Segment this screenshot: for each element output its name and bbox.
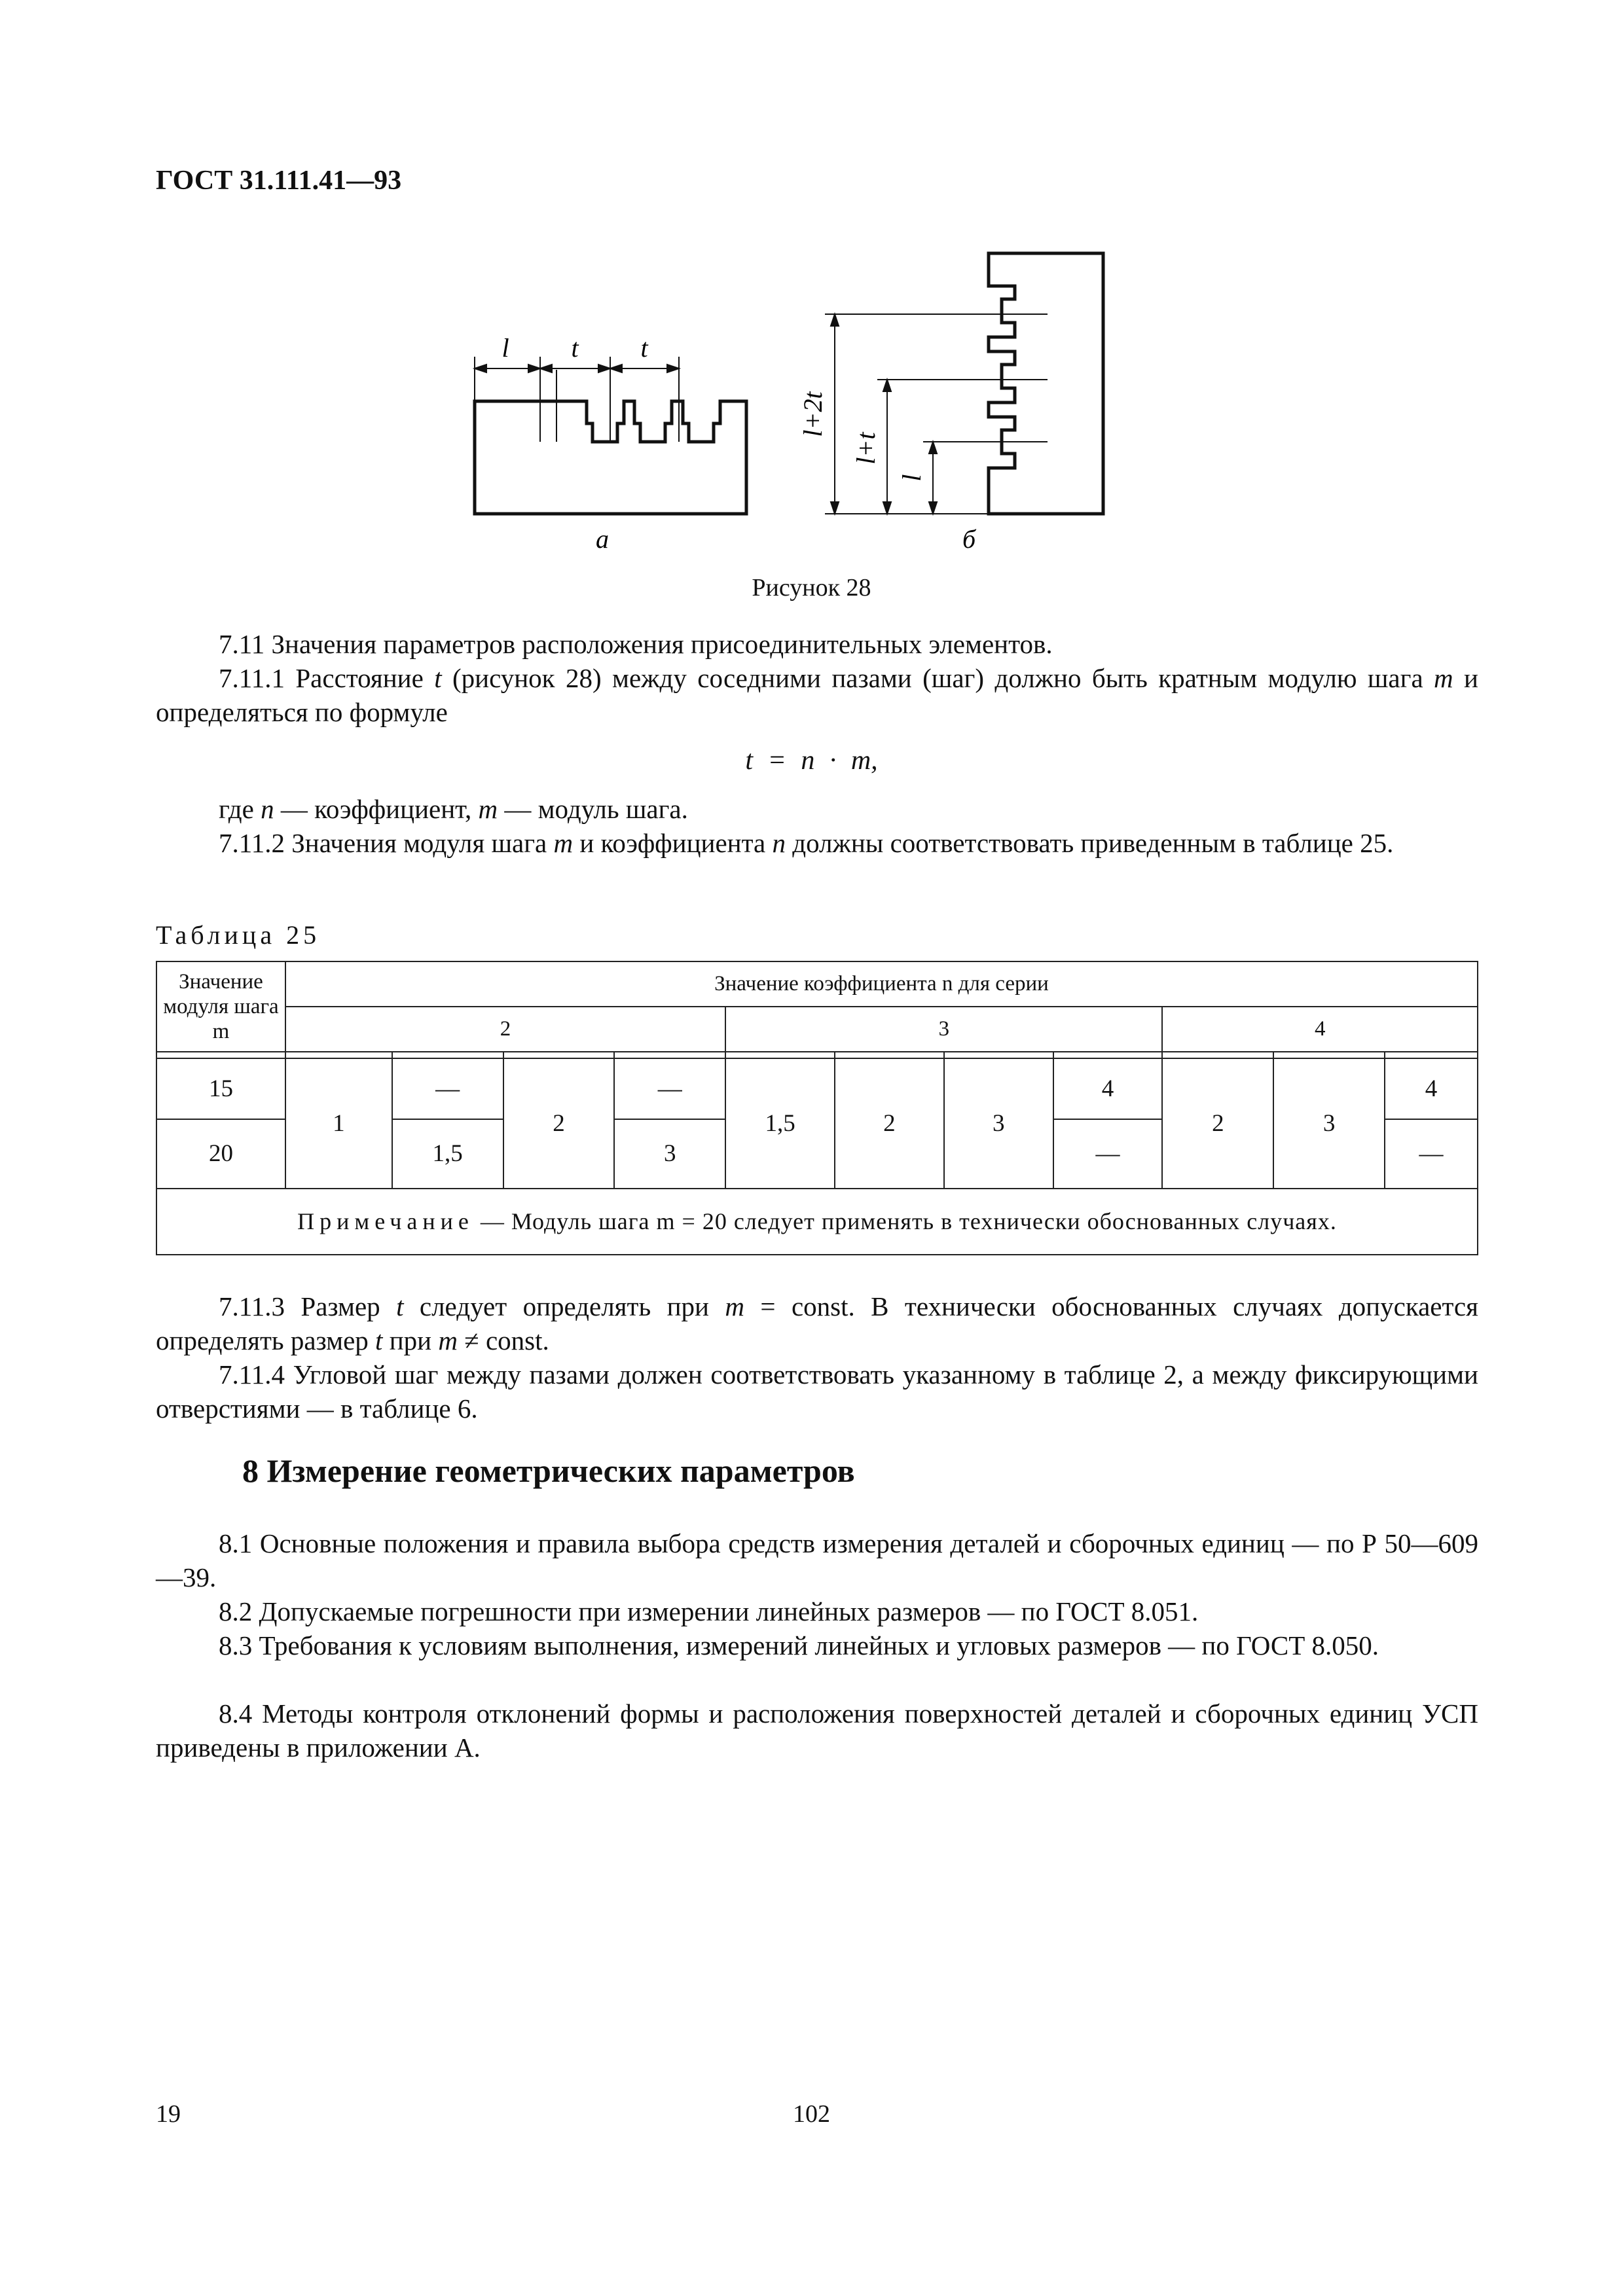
table-cell: 3: [614, 1119, 725, 1188]
dim-left-3: t: [640, 333, 648, 363]
table-cell: —: [392, 1058, 503, 1119]
paragraph-7-11-1: 7.11.1 Расстояние t (рисунок 28) между соседними пазами (шаг) должно быть кратным модулю шага m и определяться по формуле: [156, 663, 1478, 727]
formula: t = n · m,: [745, 745, 878, 776]
table-25: [156, 961, 1478, 1255]
table-cell: 1: [285, 1058, 392, 1189]
table-cell: —: [614, 1058, 725, 1119]
figure-caption: Рисунок 28: [752, 574, 871, 601]
table-cell: 4: [1053, 1058, 1163, 1119]
table-cell: 2: [835, 1058, 944, 1189]
figure-28-drawing: [458, 245, 1113, 560]
table-cell: —: [1385, 1119, 1478, 1188]
table-cell: 1,5: [725, 1058, 835, 1189]
table-cell: 3: [944, 1058, 1053, 1189]
series-4-header: 4: [1162, 1007, 1478, 1052]
table-cell: 2: [1162, 1058, 1273, 1189]
label-b: б: [962, 524, 976, 554]
paragraph-7-11: 7.11 Значения параметров расположения присоединительных элементов.: [219, 629, 1053, 659]
paragraph-7-11-4: 7.11.4 Угловой шаг между пазами должен соответствовать указанному в таблице 2, а между фиксирующими отверстиями — в таблице 6.: [156, 1359, 1478, 1424]
series-2-header: 2: [285, 1007, 725, 1052]
col-header-module: Значение модуля шага m: [156, 961, 285, 1052]
paragraph-8-1: 8.1 Основные положения и правила выбора средств измерения деталей и сборочных единиц — по Р 50—609—39.: [156, 1528, 1478, 1592]
footer-page-center: 102: [793, 2100, 830, 2128]
paragraph-7-11-2: 7.11.2 Значения модуля шага m и коэффициента n должны соответствовать приведенным в таблице 25.: [219, 828, 1394, 858]
group-header: Значение коэффициента n для серии: [285, 961, 1478, 1007]
dim-right-2: l+t: [851, 432, 881, 465]
dim-right-1: l+2t: [798, 391, 828, 437]
table-cell: 1,5: [392, 1119, 503, 1188]
dim-right-3: l: [897, 474, 926, 482]
footer-page-left: 19: [156, 2100, 181, 2128]
table-cell: 4: [1385, 1058, 1478, 1119]
paragraph-where: где n — коэффициент, m — модуль шага.: [219, 794, 688, 824]
table-cell: 15: [156, 1058, 285, 1119]
dim-left-1: l: [501, 333, 509, 363]
table-cell: —: [1053, 1119, 1163, 1188]
section-8-heading: 8 Измерение геометрических параметров: [242, 1452, 855, 1489]
document-header: ГОСТ 31.111.41—93: [156, 166, 402, 196]
part-b-outline: [989, 253, 1103, 514]
paragraph-8-3: 8.3 Требования к условиям выполнения, измерений линейных и угловых размеров — по ГОСТ 8.050.: [219, 1630, 1379, 1660]
table-note: Примечание — Модуль шага m = 20 следует применять в технически обоснованных случаях.: [156, 1189, 1478, 1255]
paragraph-8-2: 8.2 Допускаемые погрешности при измерении линейных размеров — по ГОСТ 8.051.: [219, 1596, 1199, 1626]
paragraph-8-4: 8.4 Методы контроля отклонений формы и расположения поверхностей деталей и сборочных единиц УСП приведены в приложении А.: [156, 1698, 1478, 1763]
table-cell: 3: [1273, 1058, 1385, 1189]
paragraph-7-11-3: 7.11.3 Размер t следует определять при m = const. В технически обоснованных случаях допускается определять размер t при m ≠ const.: [156, 1291, 1478, 1355]
label-a: a: [596, 524, 609, 554]
table-title: Таблица 25: [156, 920, 321, 950]
dim-left-2: t: [571, 333, 579, 363]
series-3-header: 3: [725, 1007, 1162, 1052]
table-cell: 2: [503, 1058, 615, 1189]
table-cell: 20: [156, 1119, 285, 1188]
